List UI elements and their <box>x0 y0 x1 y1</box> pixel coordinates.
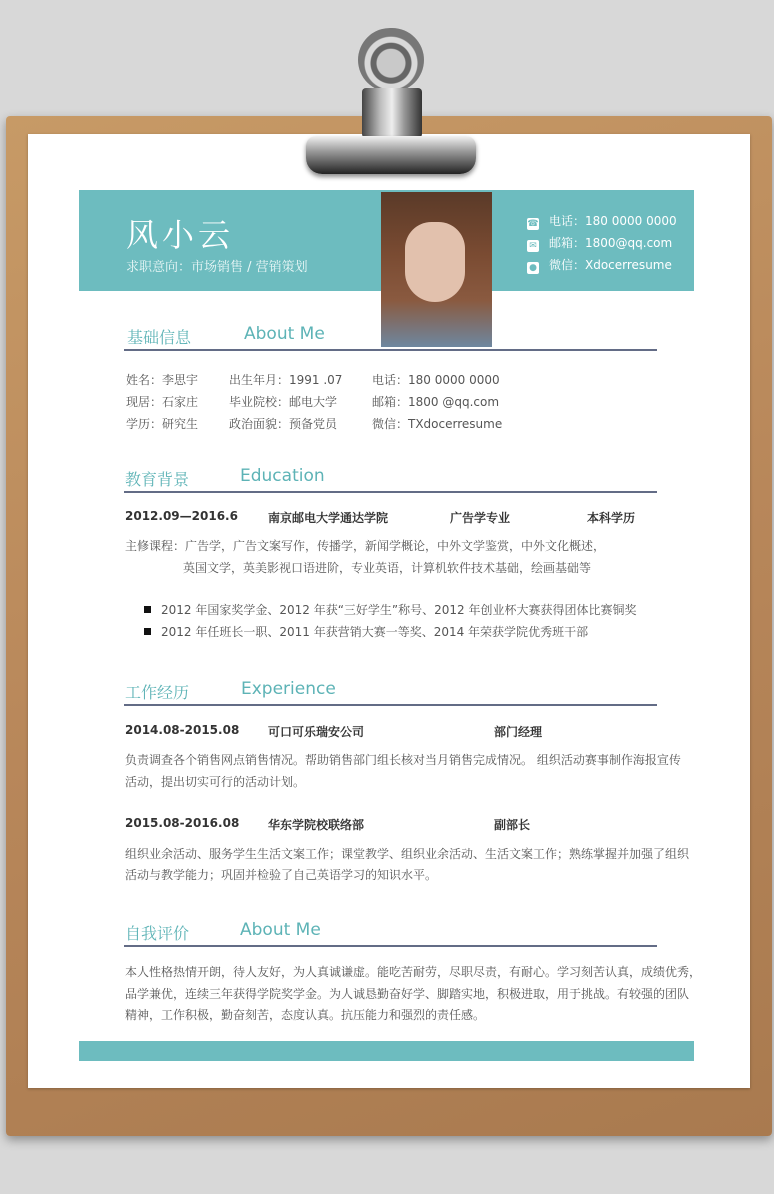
contact-mail <box>527 234 672 252</box>
contact-wechat-text: 微信：Xdocerresume <box>549 258 672 272</box>
contact-wechat <box>527 256 672 274</box>
education-courses-line1: 主修课程：广告学，广告文案写作，传播学，新闻学概论，中外文学鉴赏，中外文化概述， <box>125 539 606 553</box>
job-desc-line2: 活动与教学能力；巩固并检验了自己英语学习的知识水平。 <box>125 868 438 882</box>
clip-base <box>306 136 476 174</box>
award-text: 2012 年国家奖学金、2012 年获“三好学生”称号、2012 年创业杯大赛获得团体比赛铜奖 <box>161 603 637 617</box>
basic-birth: 出生年月：1991 .07 <box>229 373 343 387</box>
self-eval-line: 本人性格热情开朗，待人友好，为人真诚谦虚。能吃苦耐劳，尽职尽责，有耐心。学习刻苦认真，成绩优秀， <box>125 965 702 979</box>
footer-band <box>79 1041 694 1061</box>
basic-school: 毕业院校：邮电大学 <box>229 395 338 409</box>
clip-stem <box>362 88 422 138</box>
basic-divider <box>124 349 657 351</box>
basic-wechat: 微信：TXdocerresume <box>372 417 503 431</box>
work-divider <box>124 704 657 706</box>
phone-icon: ☎ <box>527 219 539 229</box>
self-eval-title-en: About Me <box>240 920 321 940</box>
job-period: 2014.08-2015.08 <box>125 723 240 737</box>
award-item <box>144 623 588 640</box>
bullet-icon <box>144 606 151 613</box>
education-major: 广告学专业 <box>450 511 511 525</box>
work-title-cn: 工作经历 <box>125 683 190 702</box>
job-role: 部门经理 <box>494 725 543 739</box>
job-role: 副部长 <box>494 818 531 832</box>
job-intent: 求职意向：市场销售 / 营销策划 <box>126 260 308 275</box>
education-title-cn: 教育背景 <box>125 470 190 489</box>
education-title-en: Education <box>240 466 325 486</box>
basic-phone: 电话：180 0000 0000 <box>372 373 500 387</box>
contact-phone <box>527 212 677 230</box>
education-divider <box>124 491 657 493</box>
mail-icon: ✉ <box>527 240 539 252</box>
self-eval-line: 品学兼优，连续三年获得学院奖学金。为人诚恳勤奋好学、脚踏实地，积极进取，用于挑战。有较强的团队 <box>125 987 690 1001</box>
photo-face <box>405 222 465 302</box>
job-desc-line1: 组织业余活动、服务学生生活文案工作；课堂教学、组织业余活动、生活文案工作；熟练掌握并加强了组织 <box>125 847 690 861</box>
education-period: 2012.09—2016.6 <box>125 509 238 523</box>
self-eval-line: 精神，工作积极，勤奋刻苦，态度认真。抗压能力和强烈的责任感。 <box>125 1008 486 1022</box>
job-org: 可口可乐瑞安公司 <box>268 725 365 739</box>
work-title-en: Experience <box>241 679 336 699</box>
profile-photo <box>381 192 492 347</box>
contact-mail-text: 邮箱：1800@qq.com <box>549 236 673 250</box>
job-period: 2015.08-2016.08 <box>125 816 240 830</box>
basic-degree: 学历：研究生 <box>126 417 199 431</box>
education-school: 南京邮电大学通达学院 <box>268 511 389 525</box>
award-item <box>144 601 637 618</box>
basic-political: 政治面貌：预备党员 <box>229 417 338 431</box>
wechat-icon: ● <box>527 262 539 274</box>
bullet-icon <box>144 628 151 635</box>
job-desc-line2: 活动，提出切实可行的活动计划。 <box>125 775 306 789</box>
basic-residence: 现居：石家庄 <box>126 395 199 409</box>
contact-phone-text: 电话：180 0000 0000 <box>549 214 677 228</box>
basic-title-en: About Me <box>244 324 325 344</box>
clip-ring-icon <box>358 28 424 92</box>
award-text: 2012 年任班长一职、2011 年获营销大赛一等奖、2014 年荣获学院优秀班干部 <box>161 625 589 639</box>
education-degree: 本科学历 <box>587 511 636 525</box>
basic-title-cn: 基础信息 <box>127 328 192 347</box>
self-eval-divider <box>124 945 657 947</box>
self-eval-title-cn: 自我评价 <box>125 924 190 943</box>
candidate-name: 风小云 <box>126 216 235 254</box>
basic-email: 邮箱：1800 @qq.com <box>372 395 500 409</box>
education-courses-line2: 英国文学，英美影视口语进阶，专业英语，计算机软件技术基础，绘画基础等 <box>183 561 592 575</box>
basic-name: 姓名：李思宇 <box>126 373 199 387</box>
job-org: 华东学院校联络部 <box>268 818 365 832</box>
job-desc-line1: 负责调查各个销售网点销售情况。帮助销售部门组长核对当月销售完成情况。 组织活动赛事制作海报宣传 <box>125 753 681 767</box>
